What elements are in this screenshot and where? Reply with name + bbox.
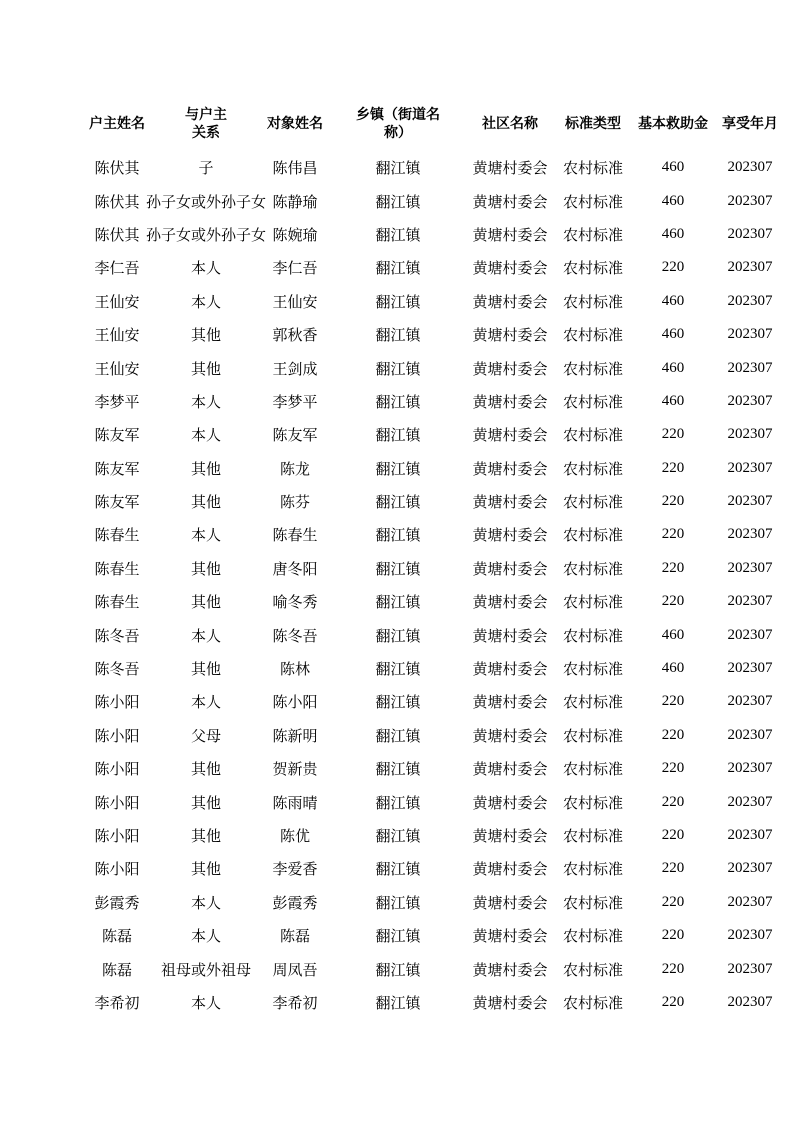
cell-township-street-name: 翻江镇 bbox=[375, 328, 421, 345]
cell-benefit-year-month: 202307 bbox=[727, 292, 773, 309]
cell-basic-assistance-amount: 220 bbox=[661, 860, 685, 877]
cell-person-name: 王剑成 bbox=[272, 361, 318, 378]
cell-community-name: 黄塘村委会 bbox=[472, 394, 548, 411]
cell-basic-assistance-amount: 220 bbox=[661, 493, 685, 510]
cell-community-name: 黄塘村委会 bbox=[472, 728, 548, 745]
cell-householder-name: 陈小阳 bbox=[94, 862, 140, 879]
cell-basic-assistance-amount: 220 bbox=[661, 993, 685, 1010]
cell-benefit-year-month: 202307 bbox=[727, 927, 773, 944]
cell-householder-name: 李梦平 bbox=[94, 394, 140, 411]
cell-basic-assistance-amount: 220 bbox=[661, 927, 685, 944]
cell-person-name: 李希初 bbox=[272, 995, 318, 1012]
table-row bbox=[88, 452, 792, 485]
assistance-roster-sheet bbox=[88, 99, 792, 1019]
cell-basic-assistance-amount: 220 bbox=[661, 960, 685, 977]
cell-householder-name: 陈伏其 bbox=[94, 161, 140, 178]
cell-person-name: 陈婉瑜 bbox=[272, 227, 318, 244]
cell-standard-type: 农村标准 bbox=[563, 829, 624, 845]
cell-benefit-year-month: 202307 bbox=[727, 960, 773, 977]
table-row bbox=[88, 518, 792, 551]
assistance-table bbox=[88, 99, 792, 1019]
cell-standard-type: 农村标准 bbox=[563, 929, 624, 946]
cell-basic-assistance-amount: 220 bbox=[661, 259, 685, 276]
cell-person-name: 彭霞秀 bbox=[272, 895, 318, 912]
table-row bbox=[88, 151, 792, 184]
cell-relation-to-householder: 其他 bbox=[191, 762, 222, 779]
table-row bbox=[88, 285, 792, 318]
cell-township-street-name: 翻江镇 bbox=[375, 862, 421, 879]
cell-benefit-year-month: 202307 bbox=[727, 493, 773, 510]
cell-person-name: 李梦平 bbox=[272, 394, 318, 411]
cell-householder-name: 王仙安 bbox=[94, 294, 140, 311]
cell-standard-type: 农村标准 bbox=[563, 795, 624, 812]
cell-basic-assistance-amount: 460 bbox=[661, 626, 685, 643]
cell-relation-to-householder: 其他 bbox=[191, 328, 222, 345]
cell-relation-to-householder: 本人 bbox=[191, 261, 222, 278]
header-community-name: 社区名称 bbox=[482, 117, 539, 132]
cell-householder-name: 陈春生 bbox=[94, 528, 140, 545]
cell-person-name: 陈友军 bbox=[272, 428, 318, 445]
cell-standard-type: 农村标准 bbox=[563, 294, 624, 311]
table-row bbox=[88, 251, 792, 284]
cell-community-name: 黄塘村委会 bbox=[472, 495, 548, 512]
cell-community-name: 黄塘村委会 bbox=[472, 762, 548, 779]
cell-householder-name: 陈伏其 bbox=[94, 194, 140, 211]
cell-benefit-year-month: 202307 bbox=[727, 392, 773, 409]
cell-householder-name: 陈小阳 bbox=[94, 728, 140, 745]
cell-basic-assistance-amount: 220 bbox=[661, 760, 685, 777]
cell-community-name: 黄塘村委会 bbox=[472, 895, 548, 912]
cell-community-name: 黄塘村委会 bbox=[472, 929, 548, 946]
table-row bbox=[88, 685, 792, 718]
cell-benefit-year-month: 202307 bbox=[727, 993, 773, 1010]
cell-basic-assistance-amount: 220 bbox=[661, 426, 685, 443]
cell-benefit-year-month: 202307 bbox=[727, 893, 773, 910]
cell-householder-name: 王仙安 bbox=[94, 328, 140, 345]
cell-person-name: 贺新贵 bbox=[272, 762, 318, 779]
cell-householder-name: 王仙安 bbox=[94, 361, 140, 378]
cell-householder-name: 陈友军 bbox=[94, 428, 140, 445]
cell-person-name: 陈春生 bbox=[272, 528, 318, 545]
cell-basic-assistance-amount: 460 bbox=[661, 392, 685, 409]
cell-basic-assistance-amount: 220 bbox=[661, 893, 685, 910]
table-row bbox=[88, 752, 792, 785]
cell-basic-assistance-amount: 220 bbox=[661, 559, 685, 576]
cell-standard-type: 农村标准 bbox=[563, 995, 624, 1012]
cell-benefit-year-month: 202307 bbox=[727, 793, 773, 810]
cell-relation-to-householder: 本人 bbox=[191, 695, 222, 712]
cell-community-name: 黄塘村委会 bbox=[472, 528, 548, 545]
cell-standard-type: 农村标准 bbox=[563, 161, 624, 178]
cell-standard-type: 农村标准 bbox=[563, 394, 624, 411]
cell-householder-name: 李仁吾 bbox=[94, 261, 140, 278]
header-relation-label: 与户主关系 bbox=[185, 108, 227, 141]
cell-householder-name: 陈春生 bbox=[94, 595, 140, 612]
cell-relation-to-householder: 孙子女或外孙子女 bbox=[146, 227, 267, 244]
cell-basic-assistance-amount: 460 bbox=[661, 660, 685, 677]
cell-relation-to-householder: 本人 bbox=[191, 895, 222, 912]
cell-basic-assistance-amount: 220 bbox=[661, 693, 685, 710]
cell-standard-type: 农村标准 bbox=[563, 528, 624, 545]
header-township-label: 乡镇（街道名称） bbox=[356, 108, 441, 141]
cell-community-name: 黄塘村委会 bbox=[472, 862, 548, 879]
cell-person-name: 陈林 bbox=[280, 662, 311, 679]
cell-person-name: 唐冬阳 bbox=[272, 561, 318, 578]
cell-community-name: 黄塘村委会 bbox=[472, 995, 548, 1012]
cell-relation-to-householder: 本人 bbox=[191, 394, 222, 411]
cell-township-street-name: 翻江镇 bbox=[375, 728, 421, 745]
cell-relation-to-householder: 本人 bbox=[191, 294, 222, 311]
cell-benefit-year-month: 202307 bbox=[727, 159, 773, 176]
cell-benefit-year-month: 202307 bbox=[727, 660, 773, 677]
cell-township-street-name: 翻江镇 bbox=[375, 595, 421, 612]
cell-community-name: 黄塘村委会 bbox=[472, 428, 548, 445]
cell-community-name: 黄塘村委会 bbox=[472, 962, 548, 979]
cell-relation-to-householder: 其他 bbox=[191, 495, 222, 512]
cell-householder-name: 陈小阳 bbox=[94, 795, 140, 812]
header-township-street-name bbox=[324, 99, 472, 151]
cell-community-name: 黄塘村委会 bbox=[472, 695, 548, 712]
header-row bbox=[88, 99, 792, 151]
cell-benefit-year-month: 202307 bbox=[727, 526, 773, 543]
header-basic-assistance-amount: 基本救助金 bbox=[638, 117, 709, 132]
cell-relation-to-householder: 其他 bbox=[191, 862, 222, 879]
cell-standard-type: 农村标准 bbox=[563, 194, 624, 211]
cell-township-street-name: 翻江镇 bbox=[375, 962, 421, 979]
cell-basic-assistance-amount: 460 bbox=[661, 326, 685, 343]
cell-relation-to-householder: 孙子女或外孙子女 bbox=[146, 194, 267, 211]
cell-basic-assistance-amount: 460 bbox=[661, 292, 685, 309]
cell-benefit-year-month: 202307 bbox=[727, 559, 773, 576]
cell-standard-type: 农村标准 bbox=[563, 662, 624, 679]
cell-standard-type: 农村标准 bbox=[563, 261, 624, 278]
cell-householder-name: 陈小阳 bbox=[94, 762, 140, 779]
table-row bbox=[88, 618, 792, 651]
cell-householder-name: 陈小阳 bbox=[94, 695, 140, 712]
table-row bbox=[88, 719, 792, 752]
table-row bbox=[88, 886, 792, 919]
cell-standard-type: 农村标准 bbox=[563, 628, 624, 645]
cell-benefit-year-month: 202307 bbox=[727, 827, 773, 843]
cell-community-name: 黄塘村委会 bbox=[472, 294, 548, 311]
cell-benefit-year-month: 202307 bbox=[727, 225, 773, 242]
cell-benefit-year-month: 202307 bbox=[727, 726, 773, 743]
cell-township-street-name: 翻江镇 bbox=[375, 161, 421, 178]
cell-township-street-name: 翻江镇 bbox=[375, 227, 421, 244]
cell-standard-type: 农村标准 bbox=[563, 495, 624, 512]
cell-township-street-name: 翻江镇 bbox=[375, 829, 421, 845]
cell-basic-assistance-amount: 460 bbox=[661, 159, 685, 176]
cell-relation-to-householder: 其他 bbox=[191, 662, 222, 679]
cell-person-name: 陈芬 bbox=[280, 495, 311, 512]
cell-standard-type: 农村标准 bbox=[563, 728, 624, 745]
cell-standard-type: 农村标准 bbox=[563, 862, 624, 879]
cell-township-street-name: 翻江镇 bbox=[375, 628, 421, 645]
table-row bbox=[88, 318, 792, 351]
cell-township-street-name: 翻江镇 bbox=[375, 394, 421, 411]
cell-householder-name: 陈春生 bbox=[94, 561, 140, 578]
table-row bbox=[88, 952, 792, 985]
cell-relation-to-householder: 本人 bbox=[191, 628, 222, 645]
cell-benefit-year-month: 202307 bbox=[727, 326, 773, 343]
cell-community-name: 黄塘村委会 bbox=[472, 829, 548, 845]
cell-householder-name: 陈磊 bbox=[101, 929, 132, 946]
cell-community-name: 黄塘村委会 bbox=[472, 361, 548, 378]
cell-benefit-year-month: 202307 bbox=[727, 259, 773, 276]
table-row bbox=[88, 986, 792, 1019]
cell-township-street-name: 翻江镇 bbox=[375, 428, 421, 445]
cell-householder-name: 陈冬吾 bbox=[94, 662, 140, 679]
cell-standard-type: 农村标准 bbox=[563, 561, 624, 578]
cell-township-street-name: 翻江镇 bbox=[375, 929, 421, 946]
cell-basic-assistance-amount: 220 bbox=[661, 593, 685, 610]
header-benefit-year-month: 享受年月 bbox=[722, 117, 779, 132]
cell-basic-assistance-amount: 460 bbox=[661, 192, 685, 209]
header-relation-to-householder bbox=[146, 99, 266, 151]
table-row bbox=[88, 785, 792, 818]
cell-householder-name: 陈冬吾 bbox=[94, 628, 140, 645]
cell-person-name: 陈伟昌 bbox=[272, 161, 318, 178]
header-standard-type: 标准类型 bbox=[565, 117, 622, 132]
cell-township-street-name: 翻江镇 bbox=[375, 261, 421, 278]
cell-person-name: 陈静瑜 bbox=[272, 194, 318, 211]
cell-person-name: 陈龙 bbox=[280, 461, 311, 478]
table-body bbox=[88, 151, 792, 1019]
cell-person-name: 陈优 bbox=[280, 829, 311, 845]
cell-township-street-name: 翻江镇 bbox=[375, 995, 421, 1012]
cell-township-street-name: 翻江镇 bbox=[375, 461, 421, 478]
cell-community-name: 黄塘村委会 bbox=[472, 595, 548, 612]
cell-relation-to-householder: 本人 bbox=[191, 929, 222, 946]
table-row bbox=[88, 418, 792, 451]
cell-householder-name: 李希初 bbox=[94, 995, 140, 1012]
table-row bbox=[88, 552, 792, 585]
cell-benefit-year-month: 202307 bbox=[727, 626, 773, 643]
table-row bbox=[88, 852, 792, 885]
cell-person-name: 李仁吾 bbox=[272, 261, 318, 278]
cell-community-name: 黄塘村委会 bbox=[472, 194, 548, 211]
cell-basic-assistance-amount: 460 bbox=[661, 225, 685, 242]
cell-relation-to-householder: 本人 bbox=[191, 528, 222, 545]
cell-relation-to-householder: 其他 bbox=[191, 595, 222, 612]
cell-basic-assistance-amount: 220 bbox=[661, 459, 685, 476]
cell-township-street-name: 翻江镇 bbox=[375, 294, 421, 311]
cell-benefit-year-month: 202307 bbox=[727, 693, 773, 710]
table-row bbox=[88, 485, 792, 518]
cell-standard-type: 农村标准 bbox=[563, 595, 624, 612]
cell-benefit-year-month: 202307 bbox=[727, 192, 773, 209]
cell-standard-type: 农村标准 bbox=[563, 328, 624, 345]
cell-township-street-name: 翻江镇 bbox=[375, 361, 421, 378]
cell-benefit-year-month: 202307 bbox=[727, 359, 773, 376]
cell-person-name: 王仙安 bbox=[272, 294, 318, 311]
cell-relation-to-householder: 父母 bbox=[191, 728, 222, 745]
cell-basic-assistance-amount: 220 bbox=[661, 526, 685, 543]
cell-basic-assistance-amount: 220 bbox=[661, 827, 685, 843]
cell-standard-type: 农村标准 bbox=[563, 895, 624, 912]
cell-relation-to-householder: 本人 bbox=[191, 995, 222, 1012]
header-person-name: 对象姓名 bbox=[267, 117, 324, 132]
cell-standard-type: 农村标准 bbox=[563, 361, 624, 378]
cell-community-name: 黄塘村委会 bbox=[472, 795, 548, 812]
cell-person-name: 喻冬秀 bbox=[272, 595, 318, 612]
cell-township-street-name: 翻江镇 bbox=[375, 795, 421, 812]
cell-person-name: 陈新明 bbox=[272, 728, 318, 745]
table-row bbox=[88, 819, 792, 852]
cell-relation-to-householder: 本人 bbox=[191, 428, 222, 445]
cell-person-name: 陈冬吾 bbox=[272, 628, 318, 645]
cell-standard-type: 农村标准 bbox=[563, 962, 624, 979]
cell-person-name: 陈小阳 bbox=[272, 695, 318, 712]
cell-township-street-name: 翻江镇 bbox=[375, 561, 421, 578]
cell-basic-assistance-amount: 220 bbox=[661, 793, 685, 810]
cell-householder-name: 陈友军 bbox=[94, 461, 140, 478]
cell-township-street-name: 翻江镇 bbox=[375, 528, 421, 545]
cell-person-name: 李爱香 bbox=[272, 862, 318, 879]
cell-township-street-name: 翻江镇 bbox=[375, 194, 421, 211]
cell-person-name: 陈磊 bbox=[280, 929, 311, 946]
cell-benefit-year-month: 202307 bbox=[727, 760, 773, 777]
cell-community-name: 黄塘村委会 bbox=[472, 261, 548, 278]
cell-basic-assistance-amount: 220 bbox=[661, 726, 685, 743]
cell-benefit-year-month: 202307 bbox=[727, 593, 773, 610]
cell-benefit-year-month: 202307 bbox=[727, 426, 773, 443]
cell-householder-name: 陈磊 bbox=[101, 962, 132, 979]
cell-relation-to-householder: 其他 bbox=[191, 461, 222, 478]
cell-person-name: 周凤吾 bbox=[272, 962, 318, 979]
cell-standard-type: 农村标准 bbox=[563, 695, 624, 712]
cell-township-street-name: 翻江镇 bbox=[375, 895, 421, 912]
cell-community-name: 黄塘村委会 bbox=[472, 328, 548, 345]
cell-community-name: 黄塘村委会 bbox=[472, 561, 548, 578]
cell-community-name: 黄塘村委会 bbox=[472, 461, 548, 478]
cell-householder-name: 陈小阳 bbox=[94, 829, 140, 845]
table-row bbox=[88, 351, 792, 384]
cell-community-name: 黄塘村委会 bbox=[472, 628, 548, 645]
table-row bbox=[88, 385, 792, 418]
cell-relation-to-householder: 其他 bbox=[191, 795, 222, 812]
table-row bbox=[88, 585, 792, 618]
cell-basic-assistance-amount: 460 bbox=[661, 359, 685, 376]
cell-community-name: 黄塘村委会 bbox=[472, 227, 548, 244]
cell-householder-name: 陈伏其 bbox=[94, 227, 140, 244]
cell-benefit-year-month: 202307 bbox=[727, 459, 773, 476]
cell-township-street-name: 翻江镇 bbox=[375, 695, 421, 712]
cell-relation-to-householder: 祖母或外祖母 bbox=[161, 962, 252, 979]
cell-relation-to-householder: 其他 bbox=[191, 361, 222, 378]
cell-township-street-name: 翻江镇 bbox=[375, 762, 421, 779]
header-householder-name: 户主姓名 bbox=[89, 117, 145, 132]
table-row bbox=[88, 218, 792, 251]
table-header bbox=[88, 99, 792, 151]
table-row bbox=[88, 184, 792, 217]
cell-relation-to-householder: 其他 bbox=[191, 829, 222, 845]
cell-township-street-name: 翻江镇 bbox=[375, 495, 421, 512]
cell-householder-name: 陈友军 bbox=[94, 495, 140, 512]
table-row bbox=[88, 919, 792, 952]
cell-standard-type: 农村标准 bbox=[563, 428, 624, 445]
cell-householder-name: 彭霞秀 bbox=[94, 895, 140, 912]
cell-person-name: 陈雨晴 bbox=[272, 795, 318, 812]
cell-relation-to-householder: 子 bbox=[198, 161, 214, 178]
cell-relation-to-householder: 其他 bbox=[191, 561, 222, 578]
cell-standard-type: 农村标准 bbox=[563, 227, 624, 244]
cell-benefit-year-month: 202307 bbox=[727, 860, 773, 877]
cell-person-name: 郭秋香 bbox=[272, 328, 318, 345]
cell-township-street-name: 翻江镇 bbox=[375, 662, 421, 679]
cell-community-name: 黄塘村委会 bbox=[472, 662, 548, 679]
table-row bbox=[88, 652, 792, 685]
cell-standard-type: 农村标准 bbox=[563, 762, 624, 779]
cell-standard-type: 农村标准 bbox=[563, 461, 624, 478]
cell-community-name: 黄塘村委会 bbox=[472, 161, 548, 178]
